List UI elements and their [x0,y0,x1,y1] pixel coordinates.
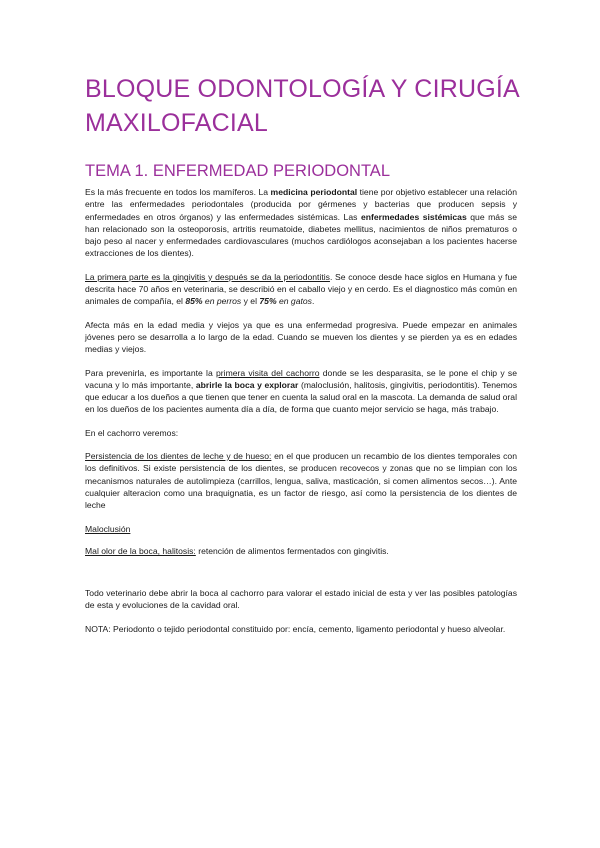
underlined-heading: Persistencia de los dientes de leche y de hueso: [85,451,272,462]
text-run: donde se les desparasita, se le pone el chip y se vacuna y lo más importante, [85,367,518,390]
text-run: Es la más frecuente en todos los mamíferos. La [85,187,271,197]
paragraph-persistence [85,450,517,511]
text-run: que más se han relacionado son la osteoporosis, artritis reumatoide, diabetes mellitus, nacimientos de niños prematuros o bajo peso al nacer y enfermedades cardiovasculares (muchos cardiólogos aconsejaban a los pacientes hacerse extracciones de los dientes). [85,211,518,259]
stat-dogs-percent: 85% [185,296,203,307]
paragraph-age: Afecta más en la edad media y viejos ya que es una enfermedad progresiva. Puede empezar en animales jóvenes pero se desarrolla a lo largo de la edad. Cuando se mueven los dientes y se pierden ya es en edades medias y viejos. [85,319,517,355]
underlined-phrase: primera visita del cachorro [216,367,320,378]
term-enfermedades-sistemicas: enfermedades sistémicas [360,211,467,222]
text-run: tiene por objetivo establecer una relación entre las enfermedades periodontales (producida por gérmenes y bacterias que producen sepsis y enfermedades en otros órganos) y las enfermedades sistémicas. Las [85,187,517,222]
document-title: BLOQUE ODONTOLOGÍA Y CIRUGÍA MAXILOFACIAL [85,75,519,137]
text-run: Para prevenirla, es importante la [85,367,217,378]
paragraph-note: NOTA: Periodonto o tejido periodontal constituido por: encía, cemento, ligamento periodontal y hueso alveolar. [85,623,506,634]
paragraph-halitosis [85,545,517,557]
paragraph-vet: Todo veterinario debe abrir la boca al cachorro para valorar el estado inicial de esta y ver las posibles patologías de esta y evoluciones de la cavidad oral. [85,588,517,611]
stat-cats-percent: 75% [259,296,277,307]
section-heading: TEMA 1. ENFERMEDAD PERIODONTAL [85,162,390,180]
underlined-phrase: La primera parte es la gingivitis y después se da la periodontitis [85,271,330,282]
text-run: retención de alimentos fermentados con gingivitis. [195,545,389,556]
text-run: en el que producen un recambio de los dientes temporales con los definitivos. Si existe persistencia de los dientes, se producen recovecos y zonas que no se limpian con los mecanismos naturales de autolimpieza (carrillos, lengua, saliva, masticación, si comen alimentos secos…). Ante cualquier alteracion como una braquignatia, es un factor de riesgo, así como la persistencia de los dientes de leche [85,451,517,511]
paragraph-prevention [85,367,517,416]
term-medicina-periodontal: medicina periodontal [270,187,358,197]
underlined-heading: Maloclusión [85,523,131,534]
text-run: y el [241,296,260,307]
paragraph-intro [85,186,517,260]
text-run: en gatos [276,296,312,307]
document-body [85,186,517,646]
text-run: en perros [202,296,242,307]
text-run: . [311,296,315,307]
paragraph-puppy-intro: En el cachorro veremos: [85,427,179,438]
text-run: (maloclusión, halitosis, gingivitis, periodontitis). Tenemos que educar a los dueños a que tienen que tener en cuenta la salud oral en la mascota. La demanda de salud oral en los dueños de los pacientes aumenta día a día, de forma que cuanto mejor servicio se haga, más trabajo. [85,379,517,415]
text-run: . Se conoce desde hace siglos en Humana y fue descrita hace 70 años en veterinaria, se describió en el caballo viejo y en cerdo. Es el diagnostico más común en animales de compañía, el [85,271,518,307]
term-abrirle-la-boca: abrirle la boca y explorar [195,379,299,390]
underlined-heading: Mal olor de la boca, halitosis: [85,545,196,556]
paragraph-progression [85,271,517,308]
paragraph-maloclusion [85,523,517,535]
